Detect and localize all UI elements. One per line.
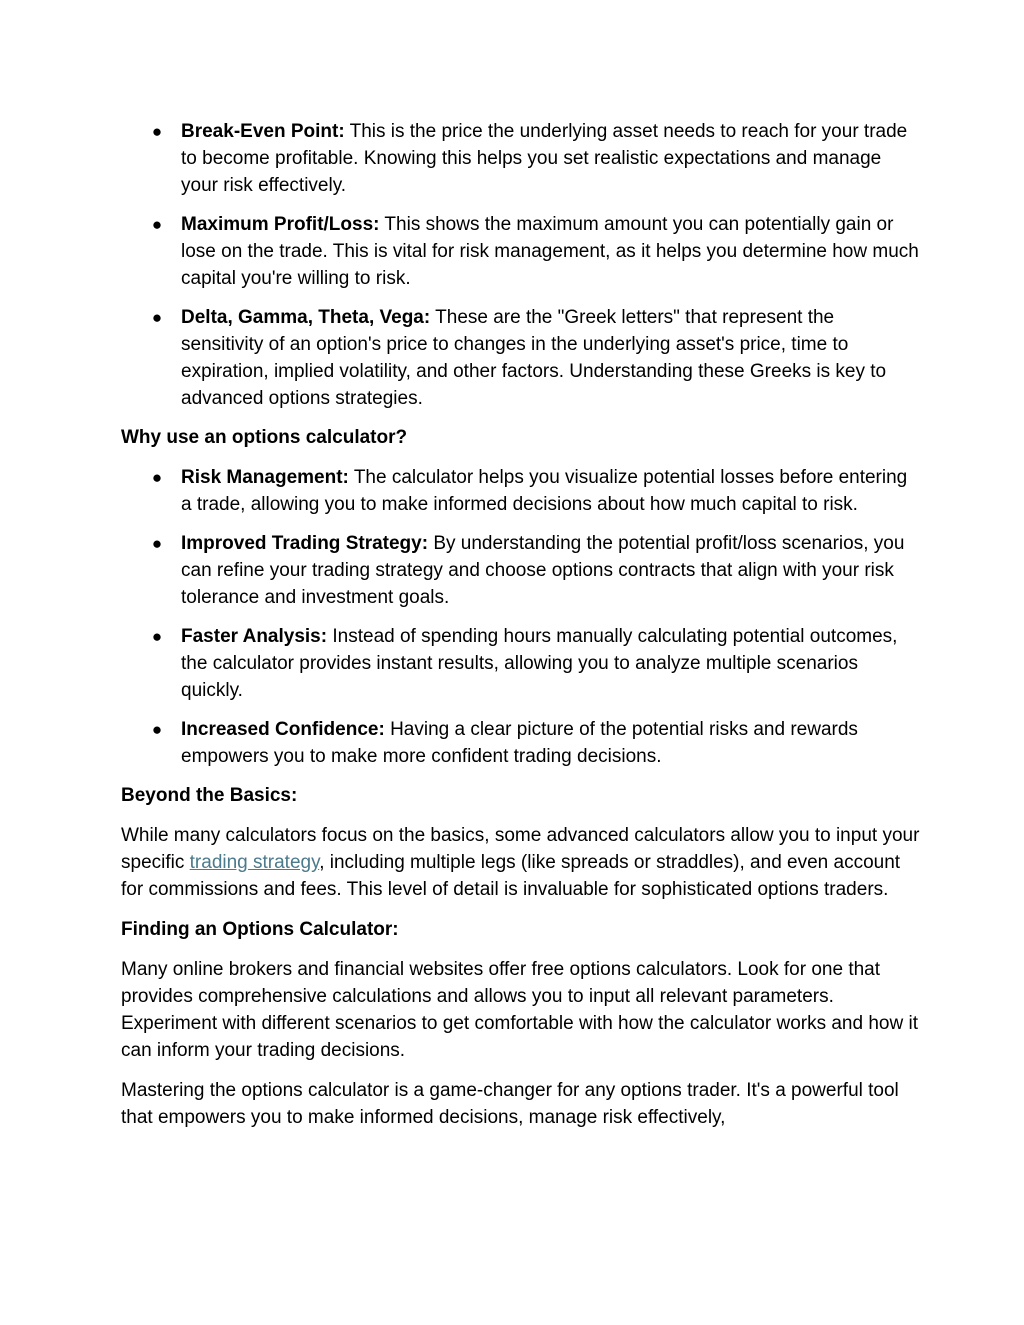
list-item-term: Break-Even Point:	[181, 121, 345, 142]
list-item	[121, 716, 921, 770]
list-item-term: Maximum Profit/Loss:	[181, 214, 380, 235]
list-item-term: Improved Trading Strategy:	[181, 533, 429, 554]
list-item-text: Instead of spending hours manually calculating potential outcomes, the calculator provides instant results, allowing you to analyze multiple scenarios quickly.	[181, 626, 898, 701]
list-item	[121, 623, 921, 704]
list-item-text: By understanding the potential profit/loss scenarios, you can refine your trading strategy and choose options contracts that align with your risk tolerance and investment goals.	[181, 533, 905, 608]
bullet-icon: ●	[151, 308, 163, 327]
section-heading-beyond: Beyond the Basics:	[121, 785, 298, 806]
list-item-term: Increased Confidence:	[181, 719, 385, 740]
list-item	[121, 530, 921, 611]
list-item	[121, 118, 921, 199]
list-item	[121, 464, 921, 518]
benefits-list	[121, 464, 921, 770]
mastering-paragraph: Mastering the options calculator is a game-changer for any options trader. It's a powerful tool that empowers you to make informed decisions, manage risk effectively,	[121, 1080, 899, 1128]
bullet-icon: ●	[151, 627, 163, 646]
list-item	[121, 211, 921, 292]
document-body	[121, 118, 921, 1144]
list-item-text: This is the price the underlying asset needs to reach for your trade to become profitable. Knowing this helps you set realistic expectations and manage your risk effectively.	[181, 121, 908, 196]
greeks-metrics-list	[121, 118, 921, 412]
list-item-text: The calculator helps you visualize potential losses before entering a trade, allowing you to make informed decisions about how much capital to risk.	[181, 467, 908, 515]
list-item-text: This shows the maximum amount you can potentially gain or lose on the trade. This is vital for risk management, as it helps you determine how much capital you're willing to risk.	[181, 214, 919, 289]
paragraph-text: , including multiple legs (like spreads or straddles), and even account for commissions and fees. This level of detail is invaluable for sophisticated options traders.	[121, 852, 901, 900]
trading-strategy-link[interactable]: trading strategy	[189, 852, 320, 873]
bullet-icon: ●	[151, 215, 163, 234]
finding-paragraph: Many online brokers and financial websites offer free options calculators. Look for one that provides comprehensive calculations and allows you to input all relevant parameters. Experiment with different scenarios to get comfortable with how the calculator works and how it can inform your trading decisions.	[121, 959, 918, 1061]
beyond-paragraph	[121, 822, 921, 903]
bullet-icon: ●	[151, 534, 163, 553]
list-item-text: These are the "Greek letters" that represent the sensitivity of an option's price to changes in the underlying asset's price, time to expiration, implied volatility, and other factors. Understanding these Greeks is key to advanced options strategies.	[181, 307, 887, 409]
list-item-term: Faster Analysis:	[181, 626, 328, 647]
section-heading-finding: Finding an Options Calculator:	[121, 919, 399, 940]
bullet-icon: ●	[151, 468, 163, 487]
list-item-term: Risk Management:	[181, 467, 349, 488]
list-item-term: Delta, Gamma, Theta, Vega:	[181, 307, 431, 328]
bullet-icon: ●	[151, 720, 163, 739]
section-heading-why: Why use an options calculator?	[121, 427, 408, 448]
list-item	[121, 304, 921, 412]
list-item-text: Having a clear picture of the potential risks and rewards empowers you to make more confident trading decisions.	[181, 719, 858, 767]
paragraph-text: While many calculators focus on the basics, some advanced calculators allow you to input your specific	[121, 825, 920, 873]
bullet-icon: ●	[151, 122, 163, 141]
